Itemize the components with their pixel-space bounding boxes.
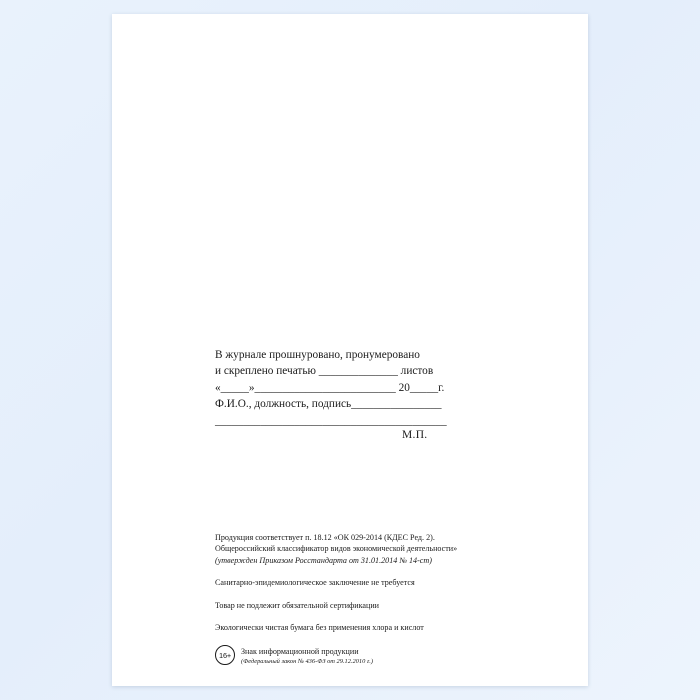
stamp-line-1: В журнале прошнуровано, пронумеровано	[215, 349, 420, 361]
document-page	[112, 14, 588, 686]
stamp-line-5: _________________________________________	[215, 414, 447, 427]
age-rating-law-reference: (Федеральный закон № 436-ФЗ от 29.12.2010 г.)	[241, 658, 374, 666]
stamp-line-4: Ф.И.О., должность, подпись________________	[215, 398, 442, 411]
eco-paper-note: Экологически чистая бумага без применения хлора и кислот	[215, 623, 424, 633]
age-rating-icon: 16+	[215, 645, 235, 665]
product-conformity-note	[215, 532, 565, 566]
age-rating-text	[241, 644, 373, 666]
certification-note: Товар не подлежит обязательной сертификации	[215, 600, 380, 610]
conformity-line-3: (утвержден Приказом Росстандарта от 31.01.2014 № 14-ст)	[215, 555, 432, 565]
seal-place-label: М.П.	[402, 429, 428, 441]
stamp-certification-block	[215, 347, 545, 429]
conformity-line-2: Общероссийский классификатор видов экономической деятельности»	[215, 544, 458, 554]
age-rating-title: Знак информационной продукции	[241, 647, 359, 657]
legal-notices-block	[215, 532, 565, 666]
stamp-line-2: и скреплено печатью ______________ листов	[215, 365, 434, 378]
sanitary-note: Санитарно-эпидемиологическое заключение не требуется	[215, 578, 415, 588]
age-rating-mark	[215, 644, 565, 666]
stamp-line-3: «_____»_________________________ 20_____г.	[215, 381, 445, 394]
conformity-line-1: Продукция соответствует п. 18.12 «ОК 029-2014 (КДЕС Ред. 2).	[215, 533, 435, 542]
